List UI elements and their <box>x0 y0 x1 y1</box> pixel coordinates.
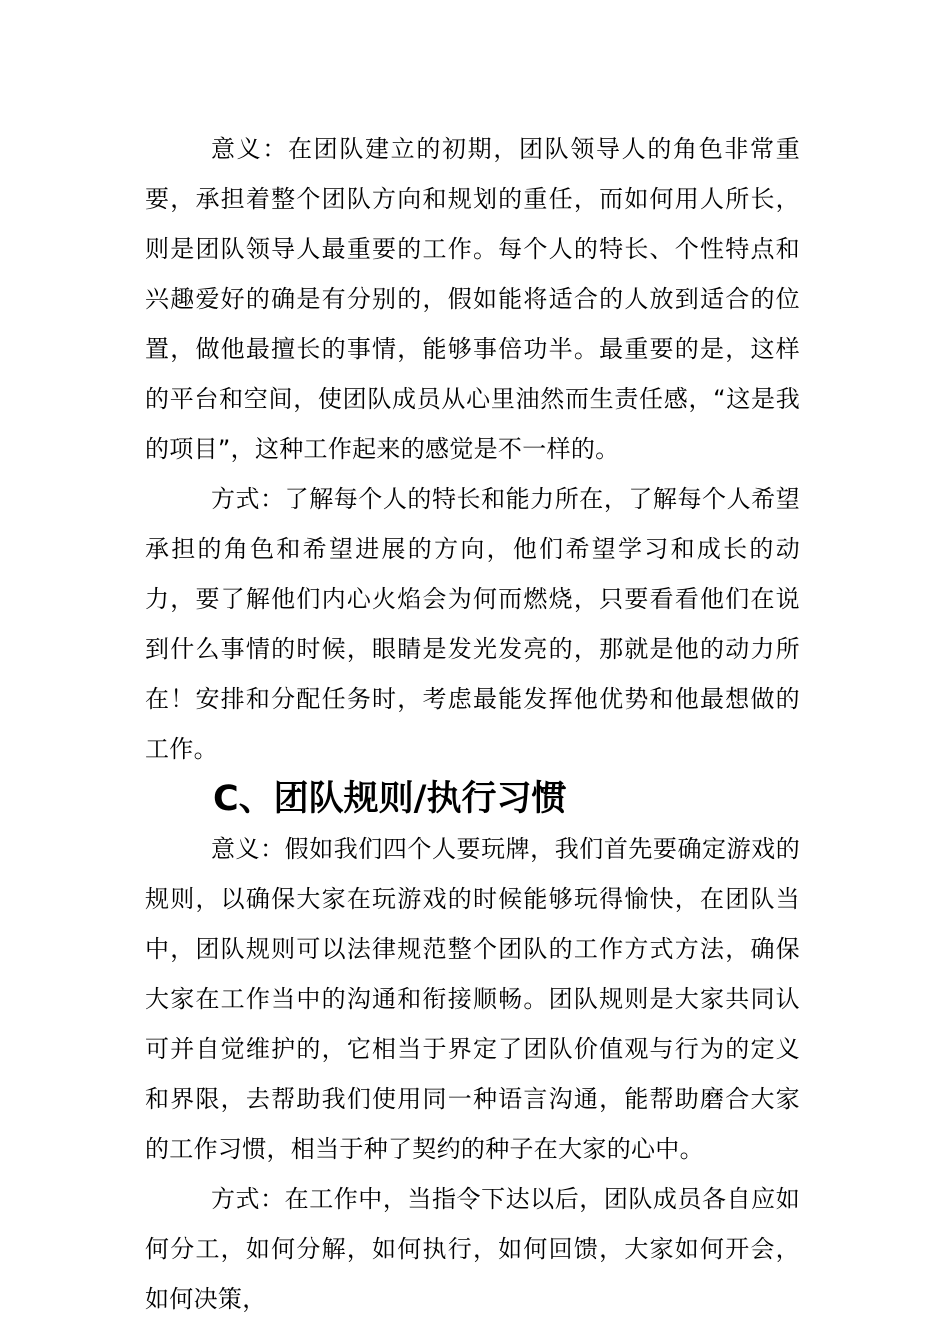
section-heading: C、团队规则/执行习惯 <box>213 779 567 819</box>
paragraph-significance-rules: 意义：假如我们四个人要玩牌，我们首先要确定游戏的规则，以确保大家在玩游戏的时候能够玩得愉快，在团队当中，团队规则可以法律规范整个团队的工作方式方法，确保大家在工作当中的沟通和衔接顺畅。团队规则是大家共同认可并自觉维护的，它相当于界定了团队价值观与行为的定义和界限，去帮助我们使用同一种语言沟通，能帮助磨合大家的工作习惯，相当于种了契约的种子在大家的心中。 <box>145 835 800 1163</box>
paragraph-method-rules: 方式：在工作中，当指令下达以后，团队成员各自应如何分工，如何分解，如何执行，如何回馈，大家如何开会，如何决策， <box>145 1185 800 1313</box>
paragraph-method-roles: 方式：了解每个人的特长和能力所在，了解每个人希望承担的角色和希望进展的方向，他们希望学习和成长的动力，要了解他们内心火焰会为何而燃烧，只要看看他们在说到什么事情的时候，眼睛是发光发亮的，那就是他的动力所在！安排和分配任务时，考虑最能发挥他优势和他最想做的工作。 <box>145 485 800 763</box>
paragraph-significance-roles: 意义：在团队建立的初期，团队领导人的角色非常重要，承担着整个团队方向和规划的重任，而如何用人所长，则是团队领导人最重要的工作。每个人的特长、个性特点和兴趣爱好的确是有分别的，假如能将适合的人放到适合的位置，做他最擅长的事情，能够事倍功半。最重要的是，这样的平台和空间，使团队成员从心里油然而生责任感，“这是我的项目”，这种工作起来的感觉是不一样的。 <box>145 135 801 463</box>
